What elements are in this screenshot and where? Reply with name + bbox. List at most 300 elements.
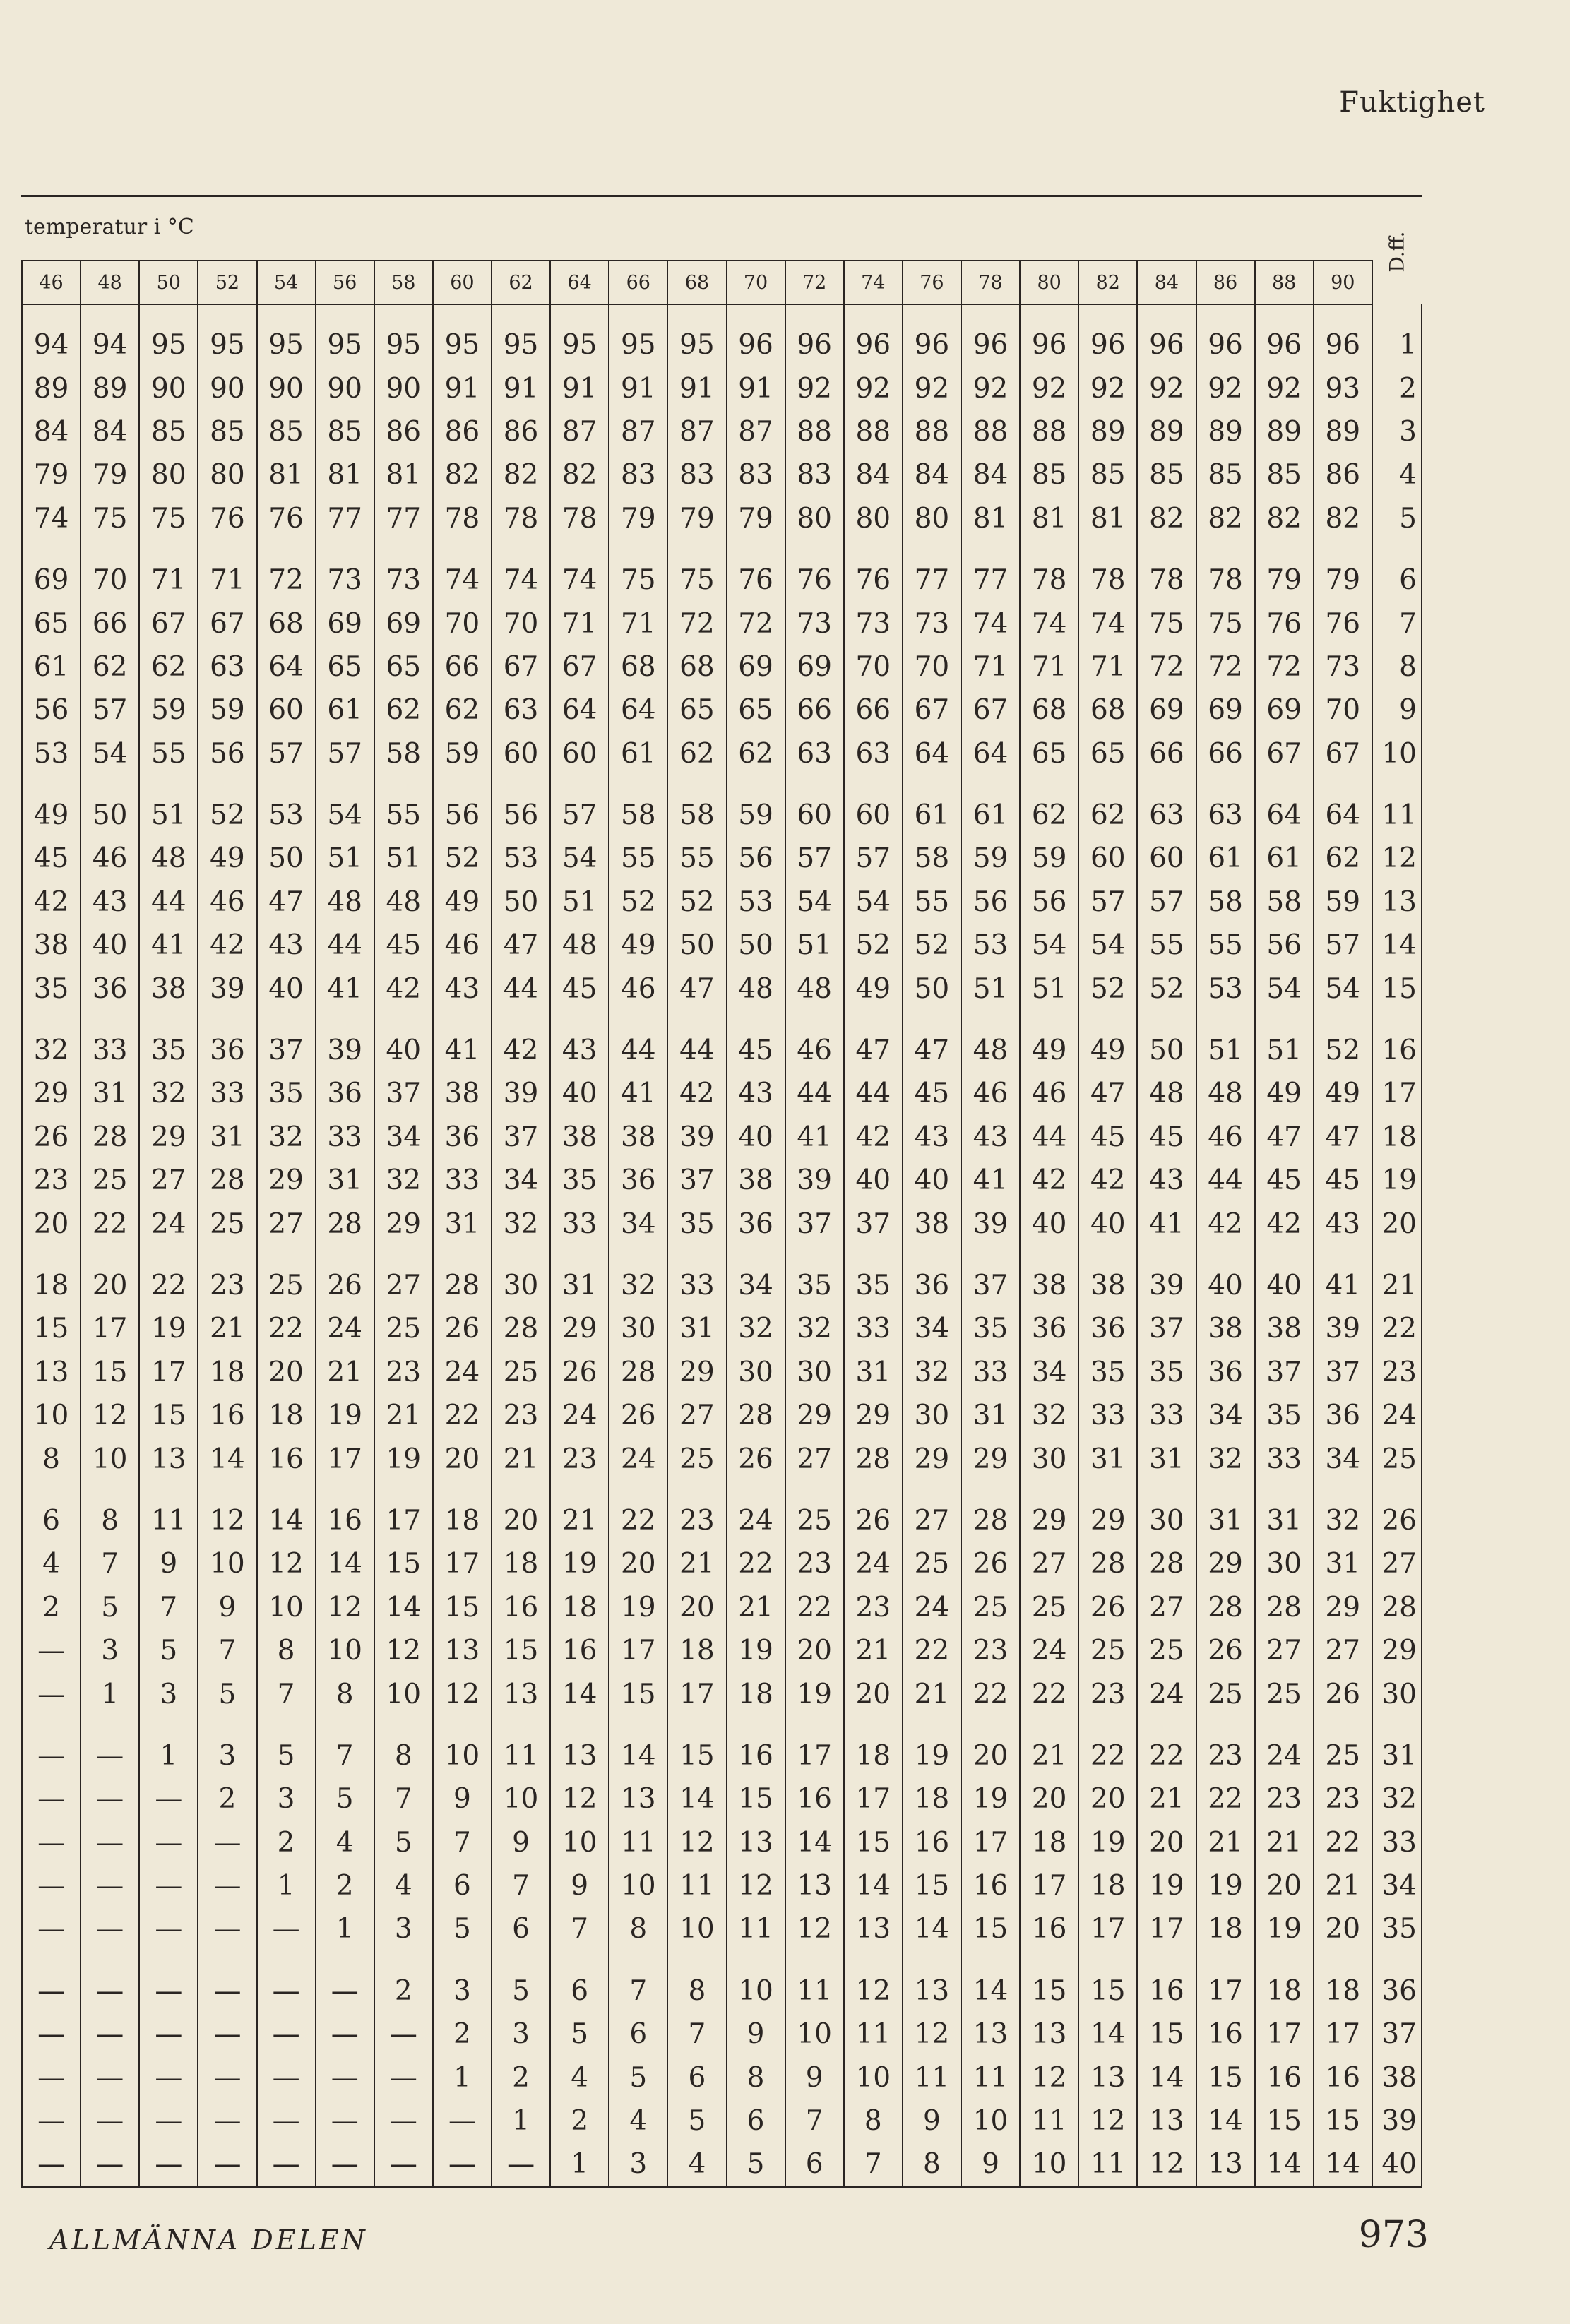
humidity-cell: 27	[1020, 1542, 1078, 1585]
humidity-cell: 13	[139, 1437, 198, 1480]
humidity-cell: 42	[1196, 1202, 1255, 1245]
humidity-cell: 65	[1078, 732, 1137, 775]
humidity-cell: 91	[550, 367, 609, 410]
humidity-cell: 11	[1078, 2143, 1137, 2186]
table-row	[22, 1907, 1422, 1950]
humidity-cell: 73	[374, 540, 433, 602]
humidity-cell: 18	[492, 1542, 550, 1585]
humidity-cell: 22	[609, 1481, 667, 1542]
humidity-cell: —	[316, 2056, 374, 2099]
humidity-cell: 50	[667, 924, 726, 967]
humidity-cell: 19	[609, 1586, 667, 1629]
humidity-cell: 14	[1078, 2013, 1137, 2056]
humidity-cell: 79	[1255, 540, 1314, 602]
humidity-cell: 25	[903, 1542, 961, 1585]
humidity-cell: 15	[139, 1394, 198, 1437]
humidity-cell: 71	[1078, 645, 1137, 689]
df-value-cell: 12	[1372, 837, 1422, 880]
table-row	[22, 1011, 1422, 1072]
humidity-cell: 36	[727, 1202, 785, 1245]
humidity-cell: 54	[1255, 967, 1314, 1010]
humidity-cell: 14	[1314, 2143, 1372, 2186]
humidity-cell: 2	[433, 2013, 492, 2056]
humidity-cell: 1	[492, 2099, 550, 2143]
humidity-cell: 86	[374, 410, 433, 453]
humidity-cell: 7	[609, 1951, 667, 2013]
table-row	[22, 2143, 1422, 2186]
humidity-cell: 28	[492, 1307, 550, 1350]
humidity-cell: 48	[961, 1011, 1020, 1072]
humidity-cell: 70	[1314, 689, 1372, 732]
humidity-cell: 72	[1196, 645, 1255, 689]
humidity-cell: 38	[727, 1159, 785, 1202]
humidity-cell: 23	[961, 1629, 1020, 1672]
humidity-cell: 51	[961, 967, 1020, 1010]
humidity-cell: 10	[1020, 2143, 1078, 2186]
humidity-cell: 51	[1255, 1011, 1314, 1072]
table-row	[22, 1307, 1422, 1350]
humidity-cell: 83	[727, 453, 785, 496]
humidity-cell: 80	[785, 497, 844, 540]
humidity-cell: 43	[1137, 1159, 1196, 1202]
humidity-cell: 94	[22, 304, 81, 367]
humidity-cell: 67	[961, 689, 1020, 732]
humidity-cell: 27	[1314, 1629, 1372, 1672]
humidity-cell: 76	[1314, 602, 1372, 645]
humidity-cell: —	[81, 2143, 139, 2186]
humidity-cell: 28	[1078, 1542, 1137, 1585]
humidity-cell: 67	[903, 689, 961, 732]
humidity-cell: 14	[374, 1586, 433, 1629]
humidity-cell: —	[139, 1951, 198, 2013]
humidity-cell: 91	[492, 367, 550, 410]
humidity-cell: 19	[1196, 1864, 1255, 1907]
table-row	[22, 410, 1422, 453]
humidity-cell: 58	[667, 775, 726, 837]
humidity-cell: 35	[1078, 1351, 1137, 1394]
humidity-cell: 60	[785, 775, 844, 837]
humidity-cell: 27	[1255, 1629, 1314, 1672]
humidity-cell: 52	[844, 924, 903, 967]
humidity-cell: 81	[1078, 497, 1137, 540]
humidity-cell: 75	[667, 540, 726, 602]
humidity-cell: 23	[785, 1542, 844, 1585]
humidity-cell: —	[139, 2099, 198, 2143]
humidity-cell: 33	[667, 1246, 726, 1307]
humidity-cell: 11	[667, 1864, 726, 1907]
humidity-cell: 22	[1137, 1716, 1196, 1777]
humidity-cell: 23	[1196, 1716, 1255, 1777]
humidity-cell: 16	[492, 1586, 550, 1629]
humidity-cell: 21	[492, 1437, 550, 1480]
humidity-cell: —	[433, 2099, 492, 2143]
table-row	[22, 1437, 1422, 1480]
humidity-cell: 96	[1255, 304, 1314, 367]
humidity-cell: 69	[727, 645, 785, 689]
humidity-cell: —	[22, 1864, 81, 1907]
humidity-cell: 20	[1078, 1777, 1137, 1821]
humidity-cell: 87	[609, 410, 667, 453]
humidity-cell: 1	[316, 1907, 374, 1950]
df-value-cell: 30	[1372, 1672, 1422, 1715]
humidity-cell: 36	[316, 1072, 374, 1115]
humidity-cell: 11	[844, 2013, 903, 2056]
humidity-cell: 77	[374, 497, 433, 540]
humidity-cell: 61	[1255, 837, 1314, 880]
df-value-cell: 29	[1372, 1629, 1422, 1672]
humidity-cell: 17	[667, 1672, 726, 1715]
humidity-cell: 87	[727, 410, 785, 453]
humidity-cell: 51	[550, 881, 609, 924]
humidity-cell: 74	[22, 497, 81, 540]
humidity-cell: 29	[22, 1072, 81, 1115]
humidity-cell: 35	[257, 1072, 316, 1115]
humidity-table-frame	[21, 195, 1422, 2188]
humidity-cell: 9	[550, 1864, 609, 1907]
humidity-cell: 16	[316, 1481, 374, 1542]
humidity-cell: 43	[81, 881, 139, 924]
humidity-cell: 96	[785, 304, 844, 367]
humidity-cell: 29	[139, 1116, 198, 1159]
humidity-cell: 10	[667, 1907, 726, 1950]
humidity-cell: 21	[550, 1481, 609, 1542]
table-row	[22, 1716, 1422, 1777]
humidity-cell: 12	[1078, 2099, 1137, 2143]
humidity-cell: 52	[609, 881, 667, 924]
humidity-cell: 66	[1196, 732, 1255, 775]
humidity-cell: 17	[1255, 2013, 1314, 2056]
humidity-cell: 84	[961, 453, 1020, 496]
table-row	[22, 837, 1422, 880]
humidity-cell: 29	[374, 1202, 433, 1245]
humidity-cell: —	[198, 2013, 256, 2056]
humidity-cell: 34	[492, 1159, 550, 1202]
humidity-cell: 37	[1137, 1307, 1196, 1350]
humidity-cell: 28	[433, 1246, 492, 1307]
humidity-cell: 40	[1078, 1202, 1137, 1245]
humidity-cell: 21	[1255, 1821, 1314, 1864]
humidity-cell: 11	[609, 1821, 667, 1864]
temperature-col-header: 86	[1196, 261, 1255, 304]
humidity-cell: 28	[609, 1351, 667, 1394]
humidity-cell: 28	[727, 1394, 785, 1437]
humidity-cell: 5	[550, 2013, 609, 2056]
humidity-cell: 68	[1078, 689, 1137, 732]
humidity-cell: 15	[903, 1864, 961, 1907]
humidity-cell: 85	[1137, 453, 1196, 496]
humidity-cell: 82	[1137, 497, 1196, 540]
humidity-cell: 8	[844, 2099, 903, 2143]
humidity-cell: 44	[1196, 1159, 1255, 1202]
humidity-cell: 7	[844, 2143, 903, 2186]
humidity-cell: 13	[1196, 2143, 1255, 2186]
humidity-cell: 5	[727, 2143, 785, 2186]
humidity-cell: 18	[844, 1716, 903, 1777]
humidity-cell: —	[139, 1864, 198, 1907]
humidity-cell: 49	[609, 924, 667, 967]
table-row	[22, 1672, 1422, 1715]
humidity-cell: 78	[1137, 540, 1196, 602]
humidity-cell: 27	[374, 1246, 433, 1307]
humidity-cell: 77	[961, 540, 1020, 602]
humidity-cell: 54	[1078, 924, 1137, 967]
humidity-cell: 45	[1314, 1159, 1372, 1202]
humidity-cell: 7	[81, 1542, 139, 1585]
humidity-cell: 14	[961, 1951, 1020, 2013]
table-row	[22, 967, 1422, 1010]
humidity-cell: 74	[550, 540, 609, 602]
humidity-cell: 92	[1078, 367, 1137, 410]
humidity-cell: 55	[667, 837, 726, 880]
humidity-cell: 85	[198, 410, 256, 453]
humidity-cell: 18	[903, 1777, 961, 1821]
humidity-cell: 66	[844, 689, 903, 732]
humidity-cell: 42	[667, 1072, 726, 1115]
humidity-cell: 26	[727, 1437, 785, 1480]
humidity-cell: 36	[609, 1159, 667, 1202]
humidity-cell: 16	[1137, 1951, 1196, 2013]
humidity-cell: 51	[139, 775, 198, 837]
humidity-cell: 64	[1314, 775, 1372, 837]
humidity-cell: 8	[374, 1716, 433, 1777]
humidity-cell: 90	[257, 367, 316, 410]
humidity-cell: 91	[667, 367, 726, 410]
humidity-cell: 19	[727, 1629, 785, 1672]
humidity-cell: 14	[844, 1864, 903, 1907]
humidity-cell: 29	[1196, 1542, 1255, 1585]
df-value-cell: 13	[1372, 881, 1422, 924]
humidity-cell: 18	[433, 1481, 492, 1542]
humidity-cell: 80	[903, 497, 961, 540]
humidity-cell: 66	[433, 645, 492, 689]
humidity-cell: 12	[844, 1951, 903, 2013]
humidity-cell: 33	[961, 1351, 1020, 1394]
humidity-cell: 61	[22, 645, 81, 689]
humidity-cell: 41	[139, 924, 198, 967]
humidity-cell: 18	[1255, 1951, 1314, 2013]
humidity-cell: 46	[1196, 1116, 1255, 1159]
humidity-cell: 40	[727, 1116, 785, 1159]
df-value-cell: 39	[1372, 2099, 1422, 2143]
humidity-cell: 7	[257, 1672, 316, 1715]
humidity-cell: 59	[727, 775, 785, 837]
humidity-cell: 6	[609, 2013, 667, 2056]
humidity-cell: 25	[961, 1586, 1020, 1629]
humidity-cell: 20	[609, 1542, 667, 1585]
humidity-cell: 5	[374, 1821, 433, 1864]
humidity-cell: 88	[1020, 410, 1078, 453]
humidity-cell: 35	[139, 1011, 198, 1072]
df-value-cell: 31	[1372, 1716, 1422, 1777]
table-row	[22, 924, 1422, 967]
humidity-cell: 29	[785, 1394, 844, 1437]
humidity-cell: —	[198, 2099, 256, 2143]
humidity-cell: 37	[374, 1072, 433, 1115]
humidity-cell: 81	[316, 453, 374, 496]
humidity-cell: 6	[433, 1864, 492, 1907]
humidity-cell: 24	[844, 1542, 903, 1585]
humidity-cell: 45	[1137, 1116, 1196, 1159]
humidity-cell: 77	[316, 497, 374, 540]
humidity-cell: 34	[1314, 1437, 1372, 1480]
temperature-col-header: 78	[961, 261, 1020, 304]
humidity-cell: 44	[492, 967, 550, 1010]
humidity-cell: 95	[433, 304, 492, 367]
humidity-cell: 56	[198, 732, 256, 775]
humidity-cell: —	[22, 2099, 81, 2143]
humidity-cell: 45	[374, 924, 433, 967]
humidity-cell: 13	[550, 1716, 609, 1777]
humidity-cell: 18	[257, 1394, 316, 1437]
humidity-cell: 74	[1020, 602, 1078, 645]
humidity-cell: 12	[727, 1864, 785, 1907]
temperature-col-header: 46	[22, 261, 81, 304]
humidity-cell: 13	[609, 1777, 667, 1821]
df-value-cell: 24	[1372, 1394, 1422, 1437]
humidity-cell: 7	[316, 1716, 374, 1777]
humidity-cell: 55	[1137, 924, 1196, 967]
humidity-cell: 17	[844, 1777, 903, 1821]
humidity-cell: 62	[667, 732, 726, 775]
humidity-cell: 21	[844, 1629, 903, 1672]
humidity-cell: 23	[1078, 1672, 1137, 1715]
humidity-cell: 48	[1196, 1072, 1255, 1115]
humidity-cell: 31	[550, 1246, 609, 1307]
humidity-cell: 41	[785, 1116, 844, 1159]
humidity-cell: 41	[1314, 1246, 1372, 1307]
table-row	[22, 1202, 1422, 1245]
humidity-cell: 43	[961, 1116, 1020, 1159]
humidity-cell: 95	[198, 304, 256, 367]
humidity-cell: 44	[316, 924, 374, 967]
humidity-cell: 3	[492, 2013, 550, 2056]
humidity-cell: 11	[961, 2056, 1020, 2099]
humidity-cell: —	[81, 1821, 139, 1864]
humidity-cell: 49	[1314, 1072, 1372, 1115]
humidity-cell: 20	[844, 1672, 903, 1715]
df-value-cell: 35	[1372, 1907, 1422, 1950]
humidity-cell: 5	[609, 2056, 667, 2099]
humidity-cell: 18	[727, 1672, 785, 1715]
humidity-cell: 56	[1020, 881, 1078, 924]
humidity-cell: 14	[1196, 2099, 1255, 2143]
df-col-header	[1372, 261, 1422, 304]
humidity-cell: 72	[1137, 645, 1196, 689]
humidity-cell: 63	[1196, 775, 1255, 837]
temperature-col-header: 50	[139, 261, 198, 304]
humidity-cell: 70	[81, 540, 139, 602]
humidity-cell: 71	[609, 602, 667, 645]
humidity-cell: 83	[785, 453, 844, 496]
humidity-cell: 38	[22, 924, 81, 967]
humidity-cell: 80	[198, 453, 256, 496]
table-row	[22, 2099, 1422, 2143]
humidity-cell: 54	[785, 881, 844, 924]
humidity-cell: 49	[1078, 1011, 1137, 1072]
humidity-cell: 10	[198, 1542, 256, 1585]
humidity-cell: 82	[492, 453, 550, 496]
humidity-cell: 24	[139, 1202, 198, 1245]
humidity-cell: 6	[22, 1481, 81, 1542]
humidity-cell: 20	[1314, 1907, 1372, 1950]
humidity-cell: 15	[844, 1821, 903, 1864]
humidity-cell: 40	[1255, 1246, 1314, 1307]
humidity-cell: 3	[609, 2143, 667, 2186]
humidity-cell: 18	[1314, 1951, 1372, 2013]
humidity-cell: 52	[903, 924, 961, 967]
humidity-cell: 2	[550, 2099, 609, 2143]
humidity-cell: —	[22, 2056, 81, 2099]
humidity-cell: 67	[139, 602, 198, 645]
humidity-cell: 31	[316, 1159, 374, 1202]
humidity-cell: 48	[374, 881, 433, 924]
humidity-cell: 19	[374, 1437, 433, 1480]
humidity-cell: 21	[667, 1542, 726, 1585]
table-row	[22, 497, 1422, 540]
humidity-cell: 44	[844, 1072, 903, 1115]
humidity-cell: 35	[1137, 1351, 1196, 1394]
humidity-cell: 26	[609, 1394, 667, 1437]
humidity-cell: 42	[22, 881, 81, 924]
humidity-cell: 42	[374, 967, 433, 1010]
humidity-cell: 21	[1020, 1716, 1078, 1777]
humidity-cell: —	[139, 1821, 198, 1864]
humidity-cell: 33	[81, 1011, 139, 1072]
humidity-cell: 31	[1137, 1437, 1196, 1480]
humidity-cell: 95	[257, 304, 316, 367]
humidity-cell: 46	[785, 1011, 844, 1072]
humidity-cell: 48	[550, 924, 609, 967]
humidity-cell: 63	[844, 732, 903, 775]
humidity-cell: 6	[785, 2143, 844, 2186]
df-value-cell: 20	[1372, 1202, 1422, 1245]
humidity-cell: 3	[81, 1629, 139, 1672]
humidity-cell: 1	[257, 1864, 316, 1907]
humidity-cell: 33	[433, 1159, 492, 1202]
humidity-cell: 21	[198, 1307, 256, 1350]
humidity-cell: 42	[844, 1116, 903, 1159]
humidity-cell: 6	[667, 2056, 726, 2099]
table-row	[22, 645, 1422, 689]
humidity-cell: 74	[492, 540, 550, 602]
humidity-cell: 36	[903, 1246, 961, 1307]
humidity-cell: 5	[316, 1777, 374, 1821]
humidity-cell: 13	[492, 1672, 550, 1715]
humidity-cell: 85	[1020, 453, 1078, 496]
humidity-cell: 45	[903, 1072, 961, 1115]
humidity-cell: 70	[903, 645, 961, 689]
humidity-cell: 39	[667, 1116, 726, 1159]
humidity-cell: 29	[667, 1351, 726, 1394]
table-row	[22, 689, 1422, 732]
humidity-cell: 37	[1255, 1351, 1314, 1394]
humidity-cell: 10	[316, 1629, 374, 1672]
humidity-cell: 15	[22, 1307, 81, 1350]
humidity-cell: 10	[844, 2056, 903, 2099]
df-value-cell: 22	[1372, 1307, 1422, 1350]
humidity-cell: —	[316, 1951, 374, 2013]
humidity-cell: 18	[667, 1629, 726, 1672]
humidity-cell: 52	[433, 837, 492, 880]
humidity-cell: —	[22, 1716, 81, 1777]
humidity-cell: 60	[492, 732, 550, 775]
humidity-cell: 37	[844, 1202, 903, 1245]
humidity-cell: 55	[903, 881, 961, 924]
humidity-cell: 38	[550, 1116, 609, 1159]
humidity-cell: 85	[139, 410, 198, 453]
humidity-cell: 87	[550, 410, 609, 453]
humidity-cell: 50	[492, 881, 550, 924]
